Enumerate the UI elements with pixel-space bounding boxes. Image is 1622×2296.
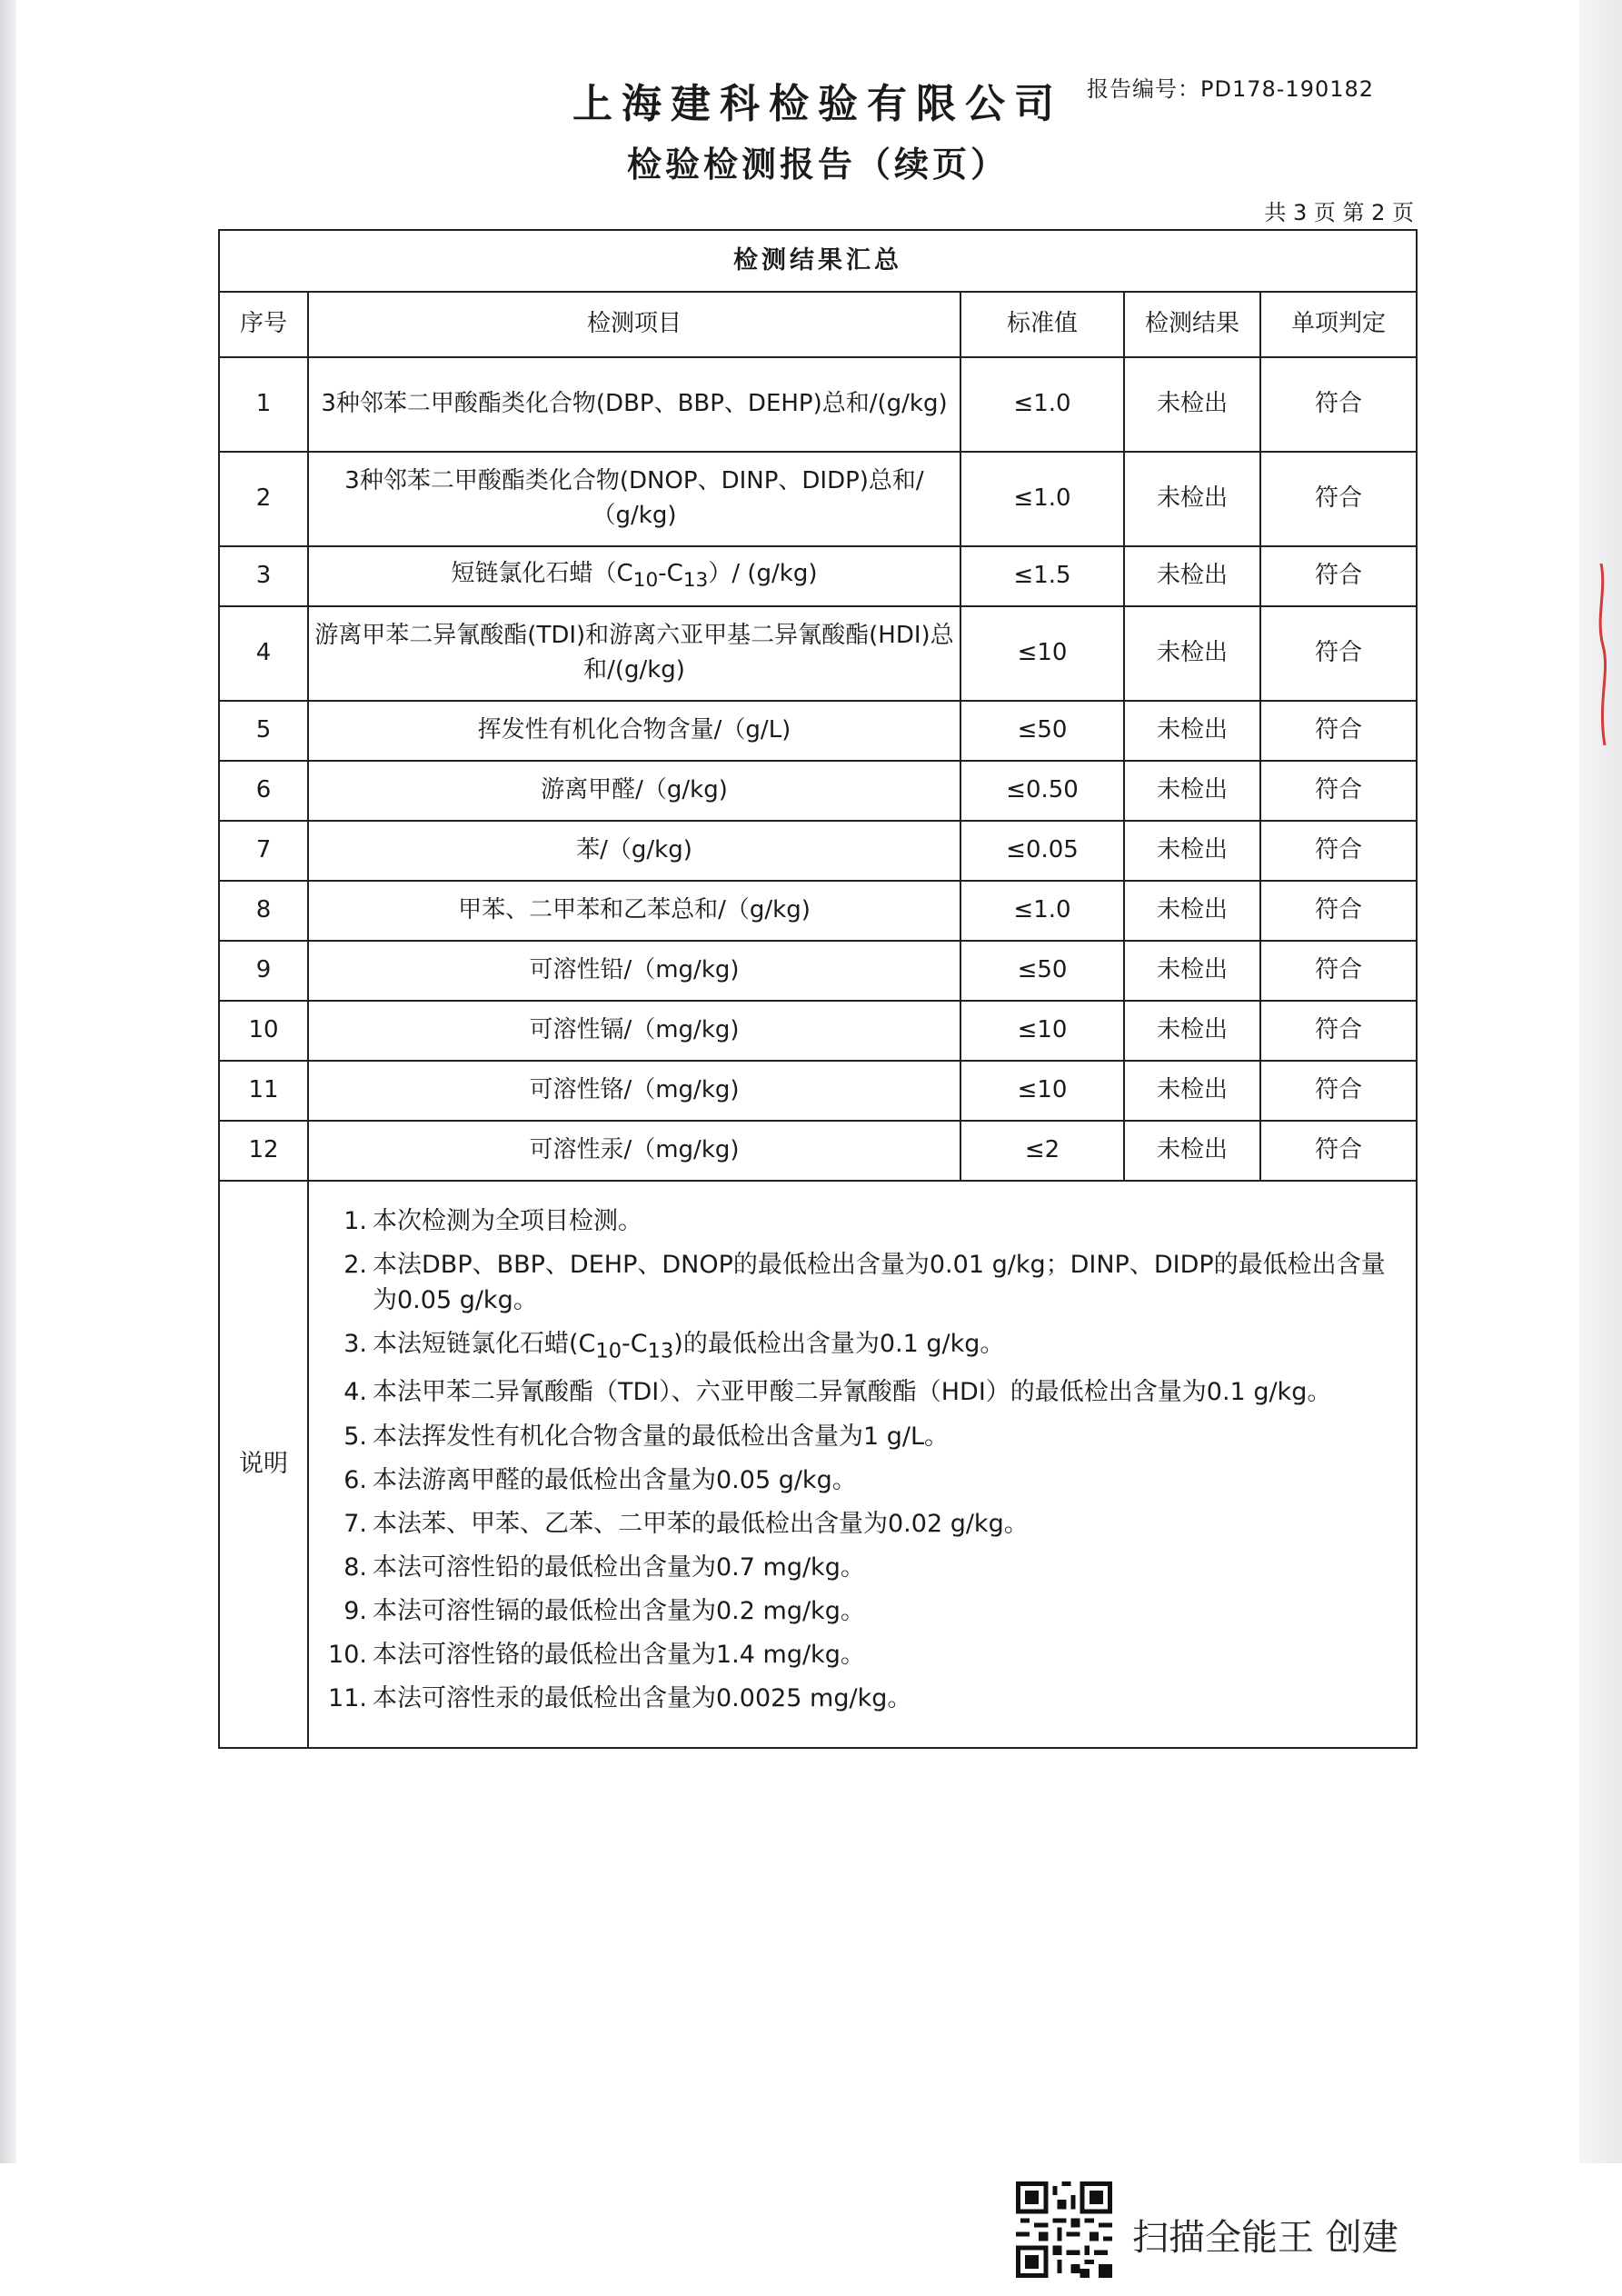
row-result: 未检出 [1124,701,1260,761]
row-result: 未检出 [1124,941,1260,1001]
row-standard: ≤1.0 [960,357,1124,452]
table-row [219,701,1417,761]
row-verdict: 符合 [1260,1061,1417,1121]
row-verdict: 符合 [1260,357,1417,452]
row-item-subscript: 13 [682,569,709,593]
row-result: 未检出 [1124,606,1260,701]
row-standard: ≤10 [960,1001,1124,1061]
note-number: 11. [328,1684,367,1713]
note-item [327,1506,1399,1542]
row-standard: ≤10 [960,1061,1124,1121]
note-item [327,1203,1399,1239]
row-verdict: 符合 [1260,606,1417,701]
table-header-row [219,292,1417,357]
row-item: 可溶性铬/（mg/kg) [308,1061,960,1121]
row-standard: ≤0.05 [960,821,1124,881]
row-result: 未检出 [1124,1001,1260,1061]
row-item: 可溶性镉/（mg/kg) [308,1001,960,1061]
row-standard: ≤2 [960,1121,1124,1181]
row-item-subscript: 10 [632,569,659,593]
row-verdict: 符合 [1260,821,1417,881]
row-verdict: 符合 [1260,941,1417,1001]
row-no: 4 [219,606,308,701]
scanner-watermark [1016,2181,1434,2281]
row-item: 3种邻苯二甲酸酯类化合物(DBP、BBP、DEHP)总和/(g/kg) [308,357,960,452]
binding-edge [0,0,16,2163]
row-no: 2 [219,452,308,546]
scanner-watermark-text: 扫描全能王 创建 [1132,2217,1398,2259]
column-header-no: 序号 [219,292,308,357]
note-subscript: 13 [647,1339,674,1363]
red-mark-scribble [1592,564,1612,745]
row-standard: ≤10 [960,606,1124,701]
summary-title: 检测结果汇总 [219,230,1417,292]
row-verdict: 符合 [1260,546,1417,606]
note-item [327,1419,1399,1454]
company-name: 上海建科检验有限公司 [572,81,1063,127]
note-text: 本法游离甲醛的最低检出含量为0.05 g/kg。 [373,1465,857,1494]
note-number: 3. [343,1330,367,1359]
column-header-item: 检测项目 [308,292,960,357]
row-result: 未检出 [1124,357,1260,452]
row-no: 11 [219,1061,308,1121]
note-text-part: 本法短链氯化石蜡(C [373,1330,596,1359]
column-header-verdict: 单项判定 [1260,292,1417,357]
table-row [219,546,1417,606]
row-no: 1 [219,357,308,452]
table-row [219,357,1417,452]
row-item: 游离甲醛/（g/kg) [308,761,960,821]
qr-code-icon [1016,2181,1112,2278]
row-item: 游离甲苯二异氰酸酯(TDI)和游离六亚甲基二异氰酸酯(HDI)总和/(g/kg) [308,606,960,701]
row-no: 7 [219,821,308,881]
note-number: 10. [328,1641,367,1670]
row-no: 9 [219,941,308,1001]
row-item-text: ）/ (g/kg) [708,560,818,588]
row-item [308,546,960,606]
note-text: 本次检测为全项目检测。 [373,1207,642,1235]
page-count: 共 3 页 第 2 页 [1264,200,1414,225]
right-page-edge [1579,0,1622,2163]
table-row [219,1121,1417,1181]
note-text [373,1326,1399,1366]
report-title: 检验检测报告（续页） [626,144,1009,185]
table-row [219,821,1417,881]
note-item [327,1374,1399,1410]
table-row [219,606,1417,701]
row-verdict: 符合 [1260,761,1417,821]
row-item: 苯/（g/kg) [308,821,960,881]
row-result: 未检出 [1124,452,1260,546]
row-result: 未检出 [1124,1061,1260,1121]
row-no: 12 [219,1121,308,1181]
row-result: 未检出 [1124,881,1260,941]
note-item [327,1462,1399,1498]
note-item [327,1247,1399,1318]
note-text: 本法挥发性有机化合物含量的最低检出含量为1 g/L。 [373,1422,950,1451]
column-header-result: 检测结果 [1124,292,1260,357]
note-item [327,1593,1399,1629]
note-number: 4. [343,1378,367,1407]
results-summary-table [218,229,1418,1749]
notes-content [308,1181,1417,1748]
note-text-part: )的最低检出含量为0.1 g/kg。 [673,1330,1005,1359]
row-standard: ≤0.50 [960,761,1124,821]
row-result: 未检出 [1124,546,1260,606]
table-row [219,941,1417,1001]
row-item-text: -C [658,560,683,588]
note-number: 9. [343,1597,367,1626]
row-verdict: 符合 [1260,701,1417,761]
note-text: 本法可溶性汞的最低检出含量为0.0025 mg/kg。 [373,1684,912,1713]
row-result: 未检出 [1124,761,1260,821]
row-standard: ≤1.5 [960,546,1124,606]
row-result: 未检出 [1124,1121,1260,1181]
note-number: 8. [343,1553,367,1582]
row-no: 3 [219,546,308,606]
note-number: 2. [343,1251,367,1280]
table-row [219,881,1417,941]
note-text: 本法可溶性镉的最低检出含量为0.2 mg/kg。 [373,1597,865,1626]
row-no: 5 [219,701,308,761]
note-text: 本法可溶性铬的最低检出含量为1.4 mg/kg。 [373,1641,865,1670]
row-item: 可溶性汞/（mg/kg) [308,1121,960,1181]
note-text-part: -C [622,1330,648,1359]
notes-label: 说明 [219,1181,308,1748]
row-item: 3种邻苯二甲酸酯类化合物(DNOP、DINP、DIDP)总和/（g/kg) [308,452,960,546]
note-text: 本法甲苯二异氰酸酯（TDI）、六亚甲酸二异氰酸酯（HDI）的最低检出含量为0.1 g/kg。 [373,1378,1332,1407]
note-text: 本法DBP、BBP、DEHP、DNOP的最低检出含量为0.01 g/kg；DINP、DIDP的最低检出含量为0.05 g/kg。 [373,1251,1386,1315]
note-item [327,1681,1399,1716]
row-item: 挥发性有机化合物含量/（g/L) [308,701,960,761]
row-item: 甲苯、二甲苯和乙苯总和/（g/kg) [308,881,960,941]
row-standard: ≤50 [960,941,1124,1001]
table-row [219,452,1417,546]
row-item: 可溶性铅/（mg/kg) [308,941,960,1001]
note-subscript: 10 [595,1339,622,1363]
table-row [219,1001,1417,1061]
note-item [327,1637,1399,1672]
table-row [219,1061,1417,1121]
report-number: 报告编号：PD178-190182 [1087,76,1375,102]
table-row [219,761,1417,821]
row-no: 8 [219,881,308,941]
note-number: 7. [343,1509,367,1538]
row-result: 未检出 [1124,821,1260,881]
notes-list [327,1203,1399,1717]
row-no: 10 [219,1001,308,1061]
row-standard: ≤1.0 [960,452,1124,546]
row-item-text: 短链氯化石蜡（C [451,560,633,588]
note-text: 本法苯、甲苯、乙苯、二甲苯的最低检出含量为0.02 g/kg。 [373,1509,1029,1538]
note-number: 6. [343,1465,367,1494]
note-item [327,1326,1399,1366]
row-standard: ≤1.0 [960,881,1124,941]
note-number: 5. [343,1422,367,1451]
row-verdict: 符合 [1260,1001,1417,1061]
row-no: 6 [219,761,308,821]
note-item [327,1550,1399,1585]
note-number: 1. [343,1207,367,1235]
note-text: 本法可溶性铅的最低检出含量为0.7 mg/kg。 [373,1553,865,1582]
row-verdict: 符合 [1260,881,1417,941]
notes-row [219,1181,1417,1748]
row-verdict: 符合 [1260,1121,1417,1181]
row-verdict: 符合 [1260,452,1417,546]
column-header-standard: 标准值 [960,292,1124,357]
row-standard: ≤50 [960,701,1124,761]
